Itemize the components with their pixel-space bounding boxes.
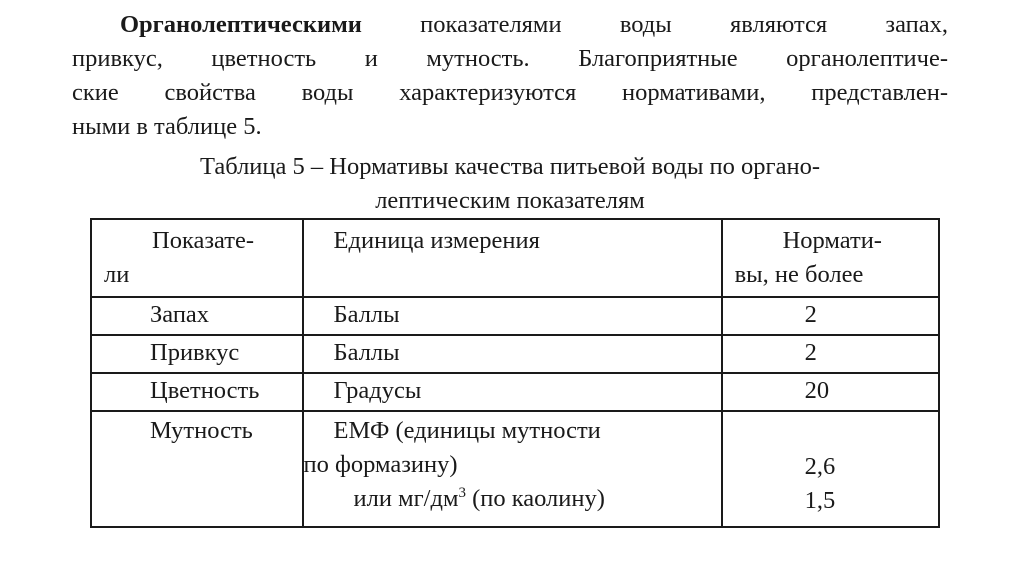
cell-indicator: Цветность: [91, 373, 303, 411]
header-norm-line-2: вы, не более: [734, 261, 864, 288]
paragraph-line-2: привкус, цветность и мутность. Благоприятные органолептиче-: [72, 45, 948, 72]
header-norm: [722, 219, 939, 297]
header-unit-label: Единица измерения: [333, 227, 540, 254]
header-norm-line-1: Нормати-: [782, 227, 882, 254]
water-quality-table: [90, 218, 940, 528]
cell-norm: [722, 411, 939, 527]
norm-value-2: 1,5: [804, 487, 836, 514]
table-row: [91, 297, 939, 335]
cell-unit: Баллы: [303, 335, 722, 373]
table-header-row: [91, 219, 939, 297]
header-indicator: [91, 219, 303, 297]
header-indicator-line-1: Показате-: [152, 227, 255, 254]
cell-indicator: Запах: [91, 297, 303, 335]
table-row: [91, 373, 939, 411]
bold-term: Органолептическими: [120, 11, 362, 38]
caption-line-2: лептическим показателям: [375, 187, 645, 214]
cell-indicator: Мутность: [91, 411, 303, 527]
unit-line-1: ЕМФ (единицы мутности: [333, 417, 601, 444]
cell-unit: [303, 411, 722, 527]
caption-line-1: Таблица 5 – Нормативы качества питьевой воды по органо-: [199, 153, 820, 180]
cell-unit: Градусы: [303, 373, 722, 411]
table-caption: [72, 150, 948, 218]
paragraph-line-1: [72, 8, 948, 42]
cell-norm: 20: [722, 373, 939, 411]
paragraph-line-1-rest: показателями воды являются запах,: [361, 11, 948, 38]
unit-superscript: 3: [458, 484, 466, 501]
header-unit: [303, 219, 722, 297]
table-row-turbidity: [91, 411, 939, 527]
cell-unit: Баллы: [303, 297, 722, 335]
header-indicator-line-2: ли: [104, 261, 130, 288]
unit-line-3-text: или мг/дм: [353, 485, 459, 512]
table-row: [91, 335, 939, 373]
cell-indicator: Привкус: [91, 335, 303, 373]
unit-line-3-suffix: (по каолину): [465, 485, 605, 512]
unit-line-2: по формазину): [303, 451, 458, 478]
unit-line-3: [304, 482, 721, 516]
norm-value-1: 2,6: [804, 453, 836, 480]
paragraph-line-4: ными в таблице 5.: [72, 113, 262, 140]
intro-paragraph: [72, 8, 948, 144]
paragraph-line-3: ские свойства воды характеризуются нормативами, представлен-: [72, 79, 948, 106]
cell-norm: 2: [722, 335, 939, 373]
cell-norm: 2: [722, 297, 939, 335]
